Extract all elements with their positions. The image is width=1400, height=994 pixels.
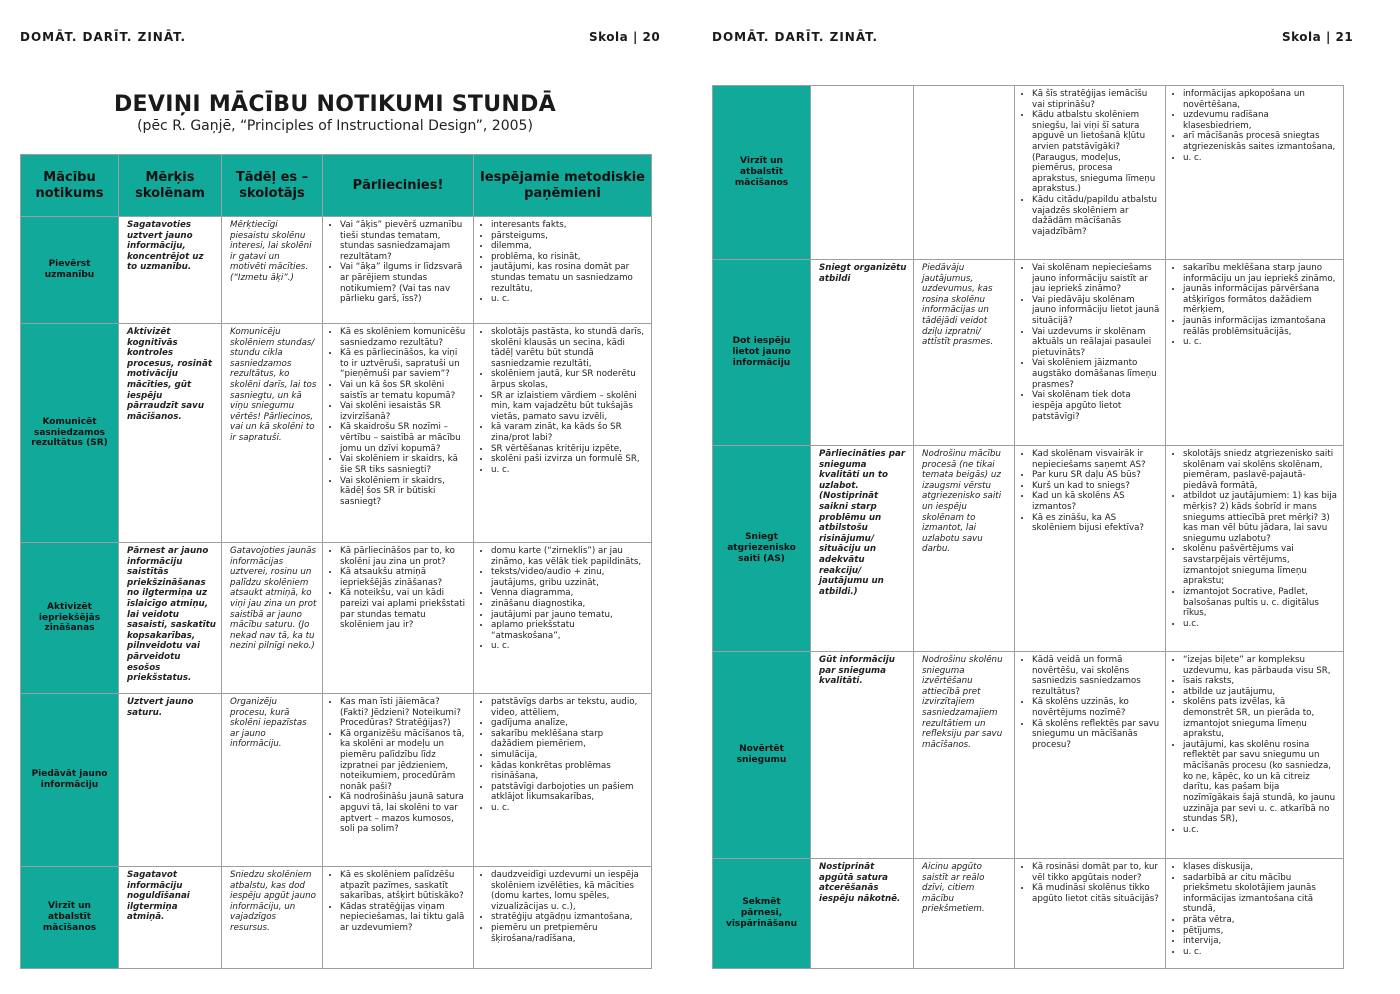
events-table-right: [712, 85, 1344, 969]
page-subtitle: (pēc R. Gaņjē, “Principles of Instructional Design”, 2005): [137, 118, 533, 134]
methods-cell: [474, 543, 652, 694]
header-separator: |: [1325, 30, 1336, 44]
list-item: • Vai piedāvāju skolēnam jauno informāciju lietot jaunā situācijā?: [1032, 295, 1160, 327]
list-item: • arī mācīšanās procesā sniegtas atgriezeniskās saites izmantošana,: [1183, 131, 1338, 152]
methods-cell: [1166, 86, 1344, 260]
list-item: • Vai skolēniem ir skaidrs, kādēļ šos SR ir būtiski sasniegt?: [340, 476, 468, 508]
check-questions-list: [328, 327, 468, 507]
methods-cell: [474, 867, 652, 969]
table-header-row: [21, 155, 652, 217]
list-item: • u. c.: [1183, 947, 1338, 958]
methods-cell: [1166, 652, 1344, 859]
list-item: • Kādas stratēģijas viņam nepieciešamas, lai tiktu galā ar uzdevumiem?: [340, 902, 468, 934]
event-name-cell: Sekmēt pārnesi, vispārināšanu: [713, 859, 811, 969]
page-title: DEVIŅI MĀCĪBU NOTIKUMI STUNDĀ: [114, 92, 556, 117]
right-page: [700, 0, 1400, 994]
list-item: • atbildot uz jautājumiem: 1) kas bija mērķis? 2) kāds šobrīd ir mans sniegums attiecībā pret mērķi? 3) kas man vēl būtu jādara, lai savu sniegumu uzlabotu?: [1183, 491, 1338, 544]
list-item: • sadarbībā ar citu mācību priekšmetu skolotājiem jaunās informācijas izmantošana citā stundā,: [1183, 873, 1338, 915]
table-row: [713, 260, 1344, 446]
student-goal-cell: Pārliecināties par snieguma kvalitāti un to uzlabot. (Nostiprināt saikni starp problēmu un atbilstošu risinājumu/ situāciju un adekvātu reakciju/ jautājumu un atbildi.): [811, 446, 914, 652]
check-questions-list: [1020, 862, 1160, 904]
check-questions-list: [1020, 89, 1160, 238]
event-name-cell: Dot iespēju lietot jauno informāciju: [713, 260, 811, 446]
list-item: • Vai un kā šos SR skolēni saistīs ar tematu kopumā?: [340, 380, 468, 401]
table-row: [21, 217, 652, 324]
list-item: • Kā skaidrošu SR nozīmi – vērtību – saistībā ar mācību jomu un dzīvi kopumā?: [340, 422, 468, 454]
list-item: • skolotājs sniedz atgriezenisko saiti skolēnam vai skolēns skolēnam, piemēram, paslavē-pajautā-piedāvā formātā,: [1183, 449, 1338, 491]
check-questions-cell: [323, 543, 474, 694]
methods-list: [1171, 655, 1338, 835]
student-goal-cell: Sniegt organizētu atbildi: [811, 260, 914, 446]
list-item: • jautājumi par jauno tematu,: [491, 610, 646, 621]
list-item: • u. c.: [491, 465, 646, 476]
student-goal-cell: Aktivizēt kognitīvās kontroles procesus, rosināt motivāciju mācīties, gūt iespēju pārraudzīt savu mācīšanos.: [119, 324, 222, 543]
list-item: • interesants fakts,: [491, 220, 646, 231]
list-item: • Vai “āķis” pievērš uzmanību tieši stundas tematam, stundas sasniedzamajam rezultātam?: [340, 220, 468, 262]
list-item: • Kā rosināsi domāt par to, kur vēl tikko apgūtais noder?: [1032, 862, 1160, 883]
list-item: • patstāvīgi darbojoties un pašiem atklājot likumsakarības,: [491, 782, 646, 803]
events-table-left: [20, 154, 652, 969]
list-item: • aplamo priekšstatu “atmaskošana”,: [491, 620, 646, 641]
list-item: • u.c.: [1183, 619, 1338, 630]
teacher-action-cell: Aicinu apgūto saistīt ar reālo dzīvi, citiem mācību priekšmetiem.: [914, 859, 1015, 969]
check-questions-list: [328, 220, 468, 305]
list-item: • īsais raksts,: [1183, 676, 1338, 687]
list-item: • Venna diagramma,: [491, 588, 646, 599]
list-item: • Vai skolēniem jāizmanto augstāko domāšanas līmeņu prasmes?: [1032, 358, 1160, 390]
table-row: [713, 652, 1344, 859]
event-name-cell: Virzīt un atbalstīt mācīšanos: [713, 86, 811, 260]
list-item: • informācijas apkopošana un novērtēšana,: [1183, 89, 1338, 110]
list-item: • Vai skolēniem ir skaidrs, kā šie SR tiks sasniegti?: [340, 454, 468, 475]
list-item: • problēma, ko risināt,: [491, 252, 646, 263]
list-item: • Kā noteikšu, vai un kādi pareizi vai aplami priekšstati par stundas tematu skolēniem jau ir?: [340, 588, 468, 630]
list-item: • skolēnu pašvērtējums vai savstarpējais vērtējums, izmantojot snieguma līmeņu aprakstu;: [1183, 544, 1338, 586]
check-questions-list: [328, 697, 468, 835]
check-questions-list: [1020, 655, 1160, 750]
check-questions-cell: [323, 867, 474, 969]
check-questions-cell: [323, 694, 474, 867]
methods-cell: [1166, 859, 1344, 969]
check-questions-list: [1020, 263, 1160, 422]
event-name-cell: Sniegt atgriezenisko saiti (AS): [713, 446, 811, 652]
teacher-action-cell: Mērķtiecīgi piesaistu skolēnu interesi, lai skolēni ir gatavi un motivēti mācīties. (“Izmetu āķi”.): [222, 217, 323, 324]
methods-cell: [474, 694, 652, 867]
column-header: Mācību notikums: [21, 155, 119, 217]
teacher-action-cell: Komunicēju skolēniem stundas/ stundu cikla sasniedzamos rezultātus, ko skolēni darīs, lai tos sasniegtu, un kā viņu sniegumu vērtēs! Pārliecinos, vai un kā skolēni to ir sapratuši.: [222, 324, 323, 543]
list-item: • Par kuru SR daļu AS būs?: [1032, 470, 1160, 481]
teacher-action-cell: Piedāvāju jautājumus, uzdevumus, kas rosina skolēnu informācijas un tādējādi veidot dziļu izpratni/ attīstīt prasmes.: [914, 260, 1015, 446]
methods-cell: [1166, 260, 1344, 446]
list-item: • Vai skolēni iesaistās SR izvirzīšanā?: [340, 401, 468, 422]
list-item: • SR ar izlaistiem vārdiem – skolēni min, kam vajadzētu būt tukšajās vietās, pamato savu izvēli,: [491, 391, 646, 423]
list-item: • jaunās informācijas pārvēršana atšķirīgos formātos dažādiem mērķiem,: [1183, 284, 1338, 316]
list-item: • jautājumi, kas rosina domāt par stundas tematu un sasniedzamo rezultātu,: [491, 262, 646, 294]
list-item: • Kā skolēns uzzinās, ko novērtējums nozīmē?: [1032, 697, 1160, 718]
methods-list: [479, 870, 646, 944]
list-item: • skolēns pats izvēlas, kā demonstrēt SR, un pierāda to, izmantojot snieguma līmeņu aprakstu,: [1183, 697, 1338, 739]
table-row: [713, 859, 1344, 969]
check-questions-list: [328, 546, 468, 631]
page-header-left: [589, 30, 660, 44]
column-header: Iespējamie metodiskie paņēmieni: [474, 155, 652, 217]
list-item: • Vai skolēnam tiek dota iespēja apgūto lietot patstāvīgi?: [1032, 390, 1160, 422]
methods-list: [479, 546, 646, 652]
list-item: • u. c.: [1183, 337, 1338, 348]
methods-list: [1171, 263, 1338, 348]
methods-list: [479, 220, 646, 305]
list-item: • pētījums,: [1183, 926, 1338, 937]
table-row: [713, 446, 1344, 652]
list-item: • skolēniem jautā, kur SR noderētu ārpus skolas,: [491, 369, 646, 390]
list-item: • Kā pārliecināšos par to, ko skolēni jau zina un prot?: [340, 546, 468, 567]
check-questions-cell: [323, 217, 474, 324]
list-item: • uzdevumu radīšana klasesbiedriem,: [1183, 110, 1338, 131]
list-item: • patstāvīgs darbs ar tekstu, audio, video, attēliem,: [491, 697, 646, 718]
column-header: Pārliecinies!: [323, 155, 474, 217]
student-goal-cell: Uztvert jauno saturu.: [119, 694, 222, 867]
list-item: • Vai “āķa” ilgums ir līdzsvarā ar pārējiem stundas notikumiem? (Vai tas nav pārlieku garš, īss?): [340, 262, 468, 304]
list-item: • u. c.: [491, 803, 646, 814]
list-item: • kā varam zināt, ka kāds šo SR zina/prot labi?: [491, 422, 646, 443]
methods-list: [479, 327, 646, 476]
list-item: • u.c.: [1183, 825, 1338, 836]
list-item: • Kas man īsti jāiemāca? (Fakti? Jēdzieni? Noteikumi? Procedūras? Stratēģijas?): [340, 697, 468, 729]
list-item: • Kā es pārliecināšos, ka viņi to ir uztvēruši, sapratuši un “pieņēmuši par saviem”?: [340, 348, 468, 380]
list-item: • Kā es skolēniem komunicēšu sasniedzamo rezultātu?: [340, 327, 468, 348]
list-item: • Vai skolēnam nepieciešams jauno informāciju saistīt ar jau iepriekš zināmo?: [1032, 263, 1160, 295]
list-item: • zināšanu diagnostika,: [491, 599, 646, 610]
check-questions-list: [1020, 449, 1160, 534]
list-item: • u. c.: [1183, 153, 1338, 164]
teacher-action-cell: [914, 86, 1015, 260]
methods-cell: [474, 217, 652, 324]
methods-list: [1171, 862, 1338, 957]
list-item: • kādas konkrētas problēmas risināšana,: [491, 761, 646, 782]
list-item: • Kādā veidā un formā novērtēšu, vai skolēns sasniedzis sasniedzamos rezultātus?: [1032, 655, 1160, 697]
list-item: • Kā organizēšu mācīšanos tā, ka skolēni ar modeļu un piemēru palīdzību līdz izpratnei par jēdzieniem, noteikumiem, procedūrām nonāk paši?: [340, 729, 468, 793]
event-name-cell: Aktivizēt iepriekšējās zināšanas: [21, 543, 119, 694]
table-row: [21, 694, 652, 867]
list-item: • Kā šīs stratēģijas iemācīšu vai stiprināšu?: [1032, 89, 1160, 110]
list-item: • dilemma,: [491, 241, 646, 252]
list-item: • daudzveidīgi uzdevumi un iespēja skolēniem izvēlēties, kā mācīties (domu kartes, lomu spēles, vizualizācijas u. c.),: [491, 870, 646, 912]
student-goal-cell: Sagatavot informāciju noguldīšanai ilgtermiņa atmiņā.: [119, 867, 222, 969]
list-item: • Kurš un kad to sniegs?: [1032, 481, 1160, 492]
page-number: 21: [1335, 30, 1354, 44]
list-item: • klases diskusija,: [1183, 862, 1338, 873]
check-questions-cell: [323, 324, 474, 543]
column-header: Tādēļ es – skolotājs: [222, 155, 323, 217]
check-questions-cell: [1015, 652, 1166, 859]
list-item: • izmantojot Socrative, Padlet, balsošanas pultis u. c. digitālus rīkus,: [1183, 587, 1338, 619]
list-item: • stratēģiju atgādņu izmantošana,: [491, 912, 646, 923]
list-item: • jautājumi, kas skolēnu rosina reflektēt par savu sniegumu un mācīšanās procesu (ko sasniedza, ko ne, kāpēc, ko un kā citreiz darītu, kas pašam bija nozīmīgākais šajā stundā, ko jaunu uzzināja par sevi u. c. atkarībā no stundas SR),: [1183, 740, 1338, 825]
teacher-action-cell: Sniedzu skolēniem atbalstu, kas dod iespēju apgūt jauno informāciju, un vajadzīgos resursus.: [222, 867, 323, 969]
list-item: • sakarību meklēšana starp jauno informāciju un jau iepriekš zināmo,: [1183, 263, 1338, 284]
list-item: • Kādu atbalstu skolēniem sniegšu, lai viņi šī satura apguvē un lietošanā kļūtu arvien patstāvīgāki? (Paraugus, modeļus, piemērus, procesa aprakstus, snieguma līmeņu aprakstus.): [1032, 110, 1160, 195]
event-name-cell: Pievērst uzmanību: [21, 217, 119, 324]
list-item: • Kā es skolēniem palīdzēšu atpazīt pazīmes, saskatīt sakarības, atšķirt būtiskāko?: [340, 870, 468, 902]
section-name: Skola: [1282, 30, 1322, 44]
list-item: • Kā skolēns reflektēs par savu sniegumu un mācīšanās procesu?: [1032, 719, 1160, 751]
methods-cell: [1166, 446, 1344, 652]
list-item: • domu karte (“zirneklis”) ar jau zināmo, kas vēlāk tiek papildināts,: [491, 546, 646, 567]
list-item: • Kad un kā skolēns AS izmantos?: [1032, 491, 1160, 512]
list-item: • u. c.: [491, 641, 646, 652]
header-separator: |: [632, 30, 643, 44]
methods-list: [1171, 89, 1338, 163]
list-item: • Vai uzdevums ir skolēnam aktuāls un reālajai pasaulei pietuvināts?: [1032, 327, 1160, 359]
list-item: • SR vērtēšanas kritēriju izpēte,: [491, 444, 646, 455]
table-row: [21, 543, 652, 694]
event-name-cell: Piedāvāt jauno informāciju: [21, 694, 119, 867]
teacher-action-cell: Gatavojoties jaunās informācijas uztverei, rosinu un palīdzu skolēniem atsaukt atmiņā, ko viņi jau zina un prot saistībā ar jauno mācību saturu. (Jo nekad nav tā, ka tu nezini pilnīgi neko.): [222, 543, 323, 694]
list-item: • atbilde uz jautājumu,: [1183, 687, 1338, 698]
page-number: 20: [642, 30, 661, 44]
list-item: • Kā es zināšu, ka AS skolēniem bijusi efektīva?: [1032, 513, 1160, 534]
list-item: • skolotājs pastāsta, ko stundā darīs, skolēni klausās un secina, kādi tādēļ varētu būt stundā sasniedzamie rezultāti,: [491, 327, 646, 369]
list-item: • prāta vētra,: [1183, 915, 1338, 926]
event-name-cell: Virzīt un atbalstīt mācīšanos: [21, 867, 119, 969]
event-name-cell: Novērtēt sniegumu: [713, 652, 811, 859]
list-item: • Kā nodrošināšu jaunā satura apguvi tā, lai skolēni to var aptvert – mazos kumosos, soli pa solim?: [340, 792, 468, 834]
check-questions-cell: [1015, 86, 1166, 260]
page-header-right: [1282, 30, 1353, 44]
methods-cell: [474, 324, 652, 543]
student-goal-cell: Nostiprināt apgūtā satura atcerēšanās iespēju nākotnē.: [811, 859, 914, 969]
teacher-action-cell: Organizēju procesu, kurā skolēni iepazīstas ar jauno informāciju.: [222, 694, 323, 867]
check-questions-cell: [1015, 446, 1166, 652]
student-goal-cell: Gūt informāciju par snieguma kvalitāti.: [811, 652, 914, 859]
list-item: • piemēru un pretpiemēru šķirošana/radīšana,: [491, 923, 646, 944]
teacher-action-cell: Nodrošinu skolēnu snieguma izvērtēšanu attiecībā pret izvirzītajiem sasniedzamajiem rezultātiem un refleksiju par savu mācīšanos.: [914, 652, 1015, 859]
list-item: • intervija,: [1183, 936, 1338, 947]
list-item: • Kādu citādu/papildu atbalstu vajadzēs skolēniem ar dažādām mācīšanās vajadzībām?: [1032, 195, 1160, 237]
section-name: Skola: [589, 30, 629, 44]
student-goal-cell: Pārnest ar jauno informāciju saistītās priekšzināšanas no ilgtermiņa uz īslaicīgo atmiņu, lai veidotu sasaisti, saskatītu kopsakarības, pilnveidotu vai pārveidotu esošos priekšstatus.: [119, 543, 222, 694]
student-goal-cell: [811, 86, 914, 260]
methods-list: [479, 697, 646, 814]
teacher-action-cell: Nodrošinu mācību procesā (ne tikai temata beigās) uz izaugsmi vērstu atgriezenisko saiti un iespēju skolēnam to izmantot, lai uzlabotu savu darbu.: [914, 446, 1015, 652]
table-row: [713, 86, 1344, 260]
methods-list: [1171, 449, 1338, 629]
list-item: • gadījuma analīze,: [491, 718, 646, 729]
list-item: • sakarību meklēšana starp dažādiem piemēriem,: [491, 729, 646, 750]
list-item: • u. c.: [491, 294, 646, 305]
column-header: Mērķis skolēnam: [119, 155, 222, 217]
check-questions-list: [328, 870, 468, 934]
table-row: [21, 867, 652, 969]
list-item: • skolēni paši izvirza un formulē SR,: [491, 454, 646, 465]
brand-logo-right: DOMĀT. DARĪT. ZINĀT.: [712, 30, 879, 44]
list-item: • teksts/video/audio + zinu, jautājums, gribu uzzināt,: [491, 567, 646, 588]
list-item: • Kad skolēnam visvairāk ir nepieciešams saņemt AS?: [1032, 449, 1160, 470]
list-item: • pārsteigums,: [491, 231, 646, 242]
student-goal-cell: Sagatavoties uztvert jauno informāciju, koncentrējot uz to uzmanību.: [119, 217, 222, 324]
check-questions-cell: [1015, 859, 1166, 969]
table-row: [21, 324, 652, 543]
event-name-cell: Komunicēt sasniedzamos rezultātus (SR): [21, 324, 119, 543]
list-item: • Kā atsaukšu atmiņā iepriekšējās zināšanas?: [340, 567, 468, 588]
list-item: • jaunās informācijas izmantošana reālās problēmsituācijās,: [1183, 316, 1338, 337]
check-questions-cell: [1015, 260, 1166, 446]
brand-logo-left: DOMĀT. DARĪT. ZINĀT.: [20, 30, 187, 44]
list-item: • Kā mudināsi skolēnus tikko apgūto lietot citās situācijās?: [1032, 883, 1160, 904]
list-item: • “izejas biļete” ar kompleksu uzdevumu, kas pārbauda visu SR,: [1183, 655, 1338, 676]
list-item: • simulācija,: [491, 750, 646, 761]
